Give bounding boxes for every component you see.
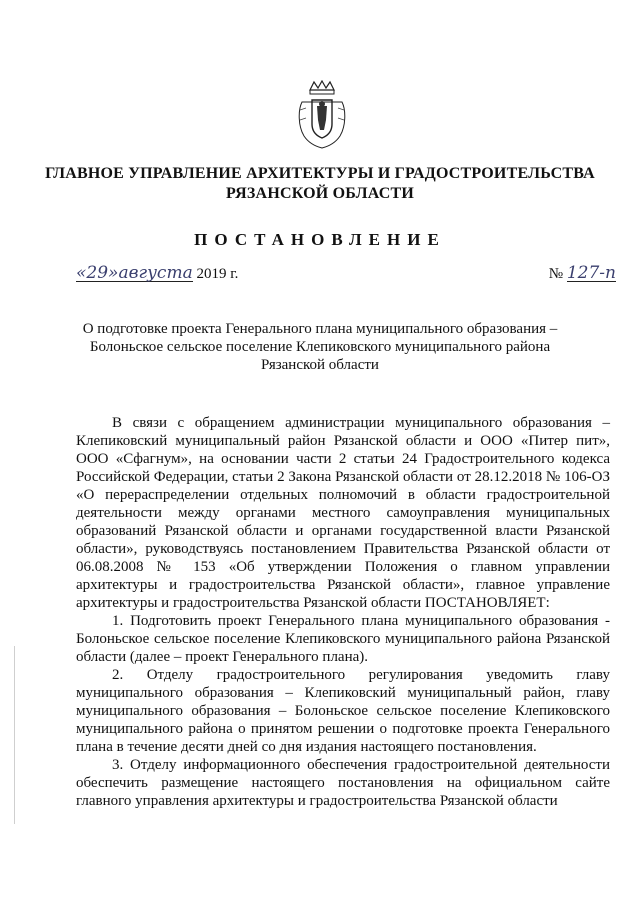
subject-line2: Болоньское сельское поселение Клепиковского муниципального района	[89, 339, 551, 355]
body-item-1: 1. Подготовить проект Генерального плана муниципального образования - Болоньское сельское поселение Клепиковского муниципального района Рязанской области (далее – проект Генерального плана).	[76, 613, 610, 665]
date-month: августа	[118, 263, 193, 283]
subject-line3: Рязанской области	[261, 357, 379, 373]
document-subject	[80, 320, 560, 374]
number-prefix: №	[548, 266, 564, 282]
date-number-row	[76, 259, 616, 289]
date-close-quote: »	[108, 263, 119, 283]
number-value: 127-п	[566, 263, 616, 283]
date-day: 29	[86, 263, 109, 283]
subject-line1: О подготовке проекта Генерального плана муниципального образования –	[82, 321, 558, 337]
document-date	[76, 265, 238, 283]
document-number	[549, 265, 616, 283]
body-item-3: 3. Отделу информационного обеспечения градостроительной деятельности обеспечить размещение настоящего постановления на официальном сайте главного управления архитектуры и градостроительства Рязанской области	[76, 757, 610, 809]
document-body	[76, 414, 610, 810]
organization-name-line1: ГЛАВНОЕ УПРАВЛЕНИЕ АРХИТЕКТУРЫ И ГРАДОСТРОИТЕЛЬСТВА	[45, 165, 595, 182]
date-open-quote: «	[76, 263, 87, 283]
date-year: 2019 г.	[196, 266, 239, 282]
organization-name-line2: РЯЗАНСКОЙ ОБЛАСТИ	[225, 185, 414, 202]
body-intro-paragraph: В связи с обращением администрации муниципального образования – Клепиковский муниципальный район Рязанской области и ООО «Питер пит», ООО «Сфагнум», на основании части 2 статьи 24 Градостроительного кодекса Российской Федерации, статьи 2 Закона Рязанской области от 28.12.2018 № 106-ОЗ «О перераспределении отдельных полномочий в области градостроительной деятельности между органами местного самоуправления муниципальных образований Рязанской области и органами государственной власти Рязанской области», руководствуясь постановлением Правительства Рязанской области от 06.08.2008 № 153 «Об утверждении Положения о главном управлении архитектуры и градостроительства Рязанской области», главное управление архитектуры и градостроительства Рязанской области ПОСТАНОВЛЯЕТ:	[76, 415, 610, 611]
scan-margin-line	[14, 646, 15, 824]
coat-of-arms-emblem	[296, 80, 348, 150]
document-type-title: ПОСТАНОВЛЕНИЕ	[194, 230, 446, 249]
body-item-2: 2. Отделу градостроительного регулирования уведомить главу муниципального образования – Клепиковский муниципальный район, главу муниципального образования – Болоньское сельское поселение Клепиковского муниципального района о принятом решении о подготовке проекта Генерального плана в течение десяти дней со дня издания настоящего постановления.	[76, 667, 610, 755]
